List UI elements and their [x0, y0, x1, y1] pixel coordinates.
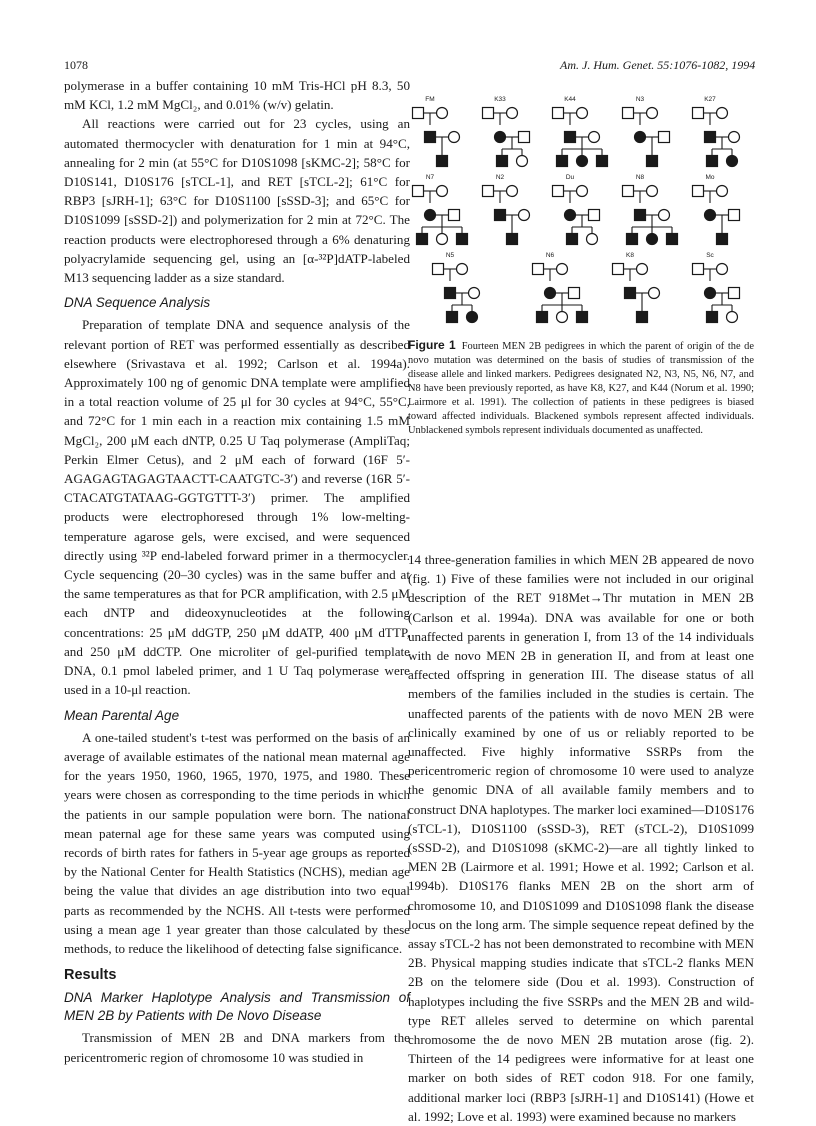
caption-text: Fourteen MEN 2B pedigrees in which the parent of origin of the de novo mutation was determined on the basis of studies of transmission of the disease allele and linked markers. Pedigrees designated N2, N3, N5, N6, N7, and N8 have been previously reported, as have K8, K27, and K44 (Norum et al. 1990; Lairmore et al. 1991). The collection of patients in these pedigrees is biased toward affected individuals. Blackened symbols represent affected individuals. Unblackened symbols represent individuals documented as unaffected. — [408, 341, 754, 436]
male-symbol — [495, 210, 506, 221]
male-symbol — [567, 234, 578, 245]
male-symbol — [425, 132, 436, 143]
female-symbol — [449, 132, 460, 143]
male-symbol — [413, 108, 424, 119]
female-symbol — [577, 156, 588, 167]
female-symbol — [425, 210, 436, 221]
male-symbol — [693, 186, 704, 197]
male-symbol — [623, 108, 634, 119]
female-symbol — [517, 156, 528, 167]
male-symbol — [613, 264, 624, 275]
male-symbol — [537, 312, 548, 323]
female-symbol — [457, 264, 468, 275]
pedigree-label: K27 — [704, 96, 716, 103]
female-symbol — [437, 234, 448, 245]
female-symbol — [577, 186, 588, 197]
page-number: 1078 — [64, 58, 88, 72]
female-symbol — [717, 186, 728, 197]
female-symbol — [495, 132, 506, 143]
female-symbol — [467, 312, 478, 323]
section-heading: DNA Sequence Analysis — [64, 295, 211, 311]
pedigree-label: N2 — [495, 174, 505, 181]
male-symbol — [533, 264, 544, 275]
male-symbol — [693, 264, 704, 275]
female-symbol — [565, 210, 576, 221]
male-symbol — [447, 312, 458, 323]
male-symbol — [497, 156, 508, 167]
pedigree-figure — [408, 85, 764, 335]
male-symbol — [413, 186, 424, 197]
male-symbol — [635, 210, 646, 221]
male-symbol — [637, 312, 648, 323]
subsection-heading: DNA Marker Haplotype Analysis and Transmission of MEN 2B by Patients with De Novo Disease — [64, 990, 410, 1024]
male-symbol — [569, 288, 580, 299]
female-symbol — [557, 264, 568, 275]
results-heading: Results — [64, 967, 117, 984]
female-symbol — [469, 288, 480, 299]
journal-header: Am. J. Hum. Genet. 55:1076-1082, 1994 — [560, 58, 756, 72]
female-symbol — [507, 108, 518, 119]
male-symbol — [729, 210, 740, 221]
female-symbol — [717, 108, 728, 119]
male-symbol — [437, 156, 448, 167]
male-symbol — [553, 108, 564, 119]
female-symbol — [437, 108, 448, 119]
male-symbol — [623, 186, 634, 197]
female-symbol — [587, 234, 598, 245]
left-column — [64, 76, 410, 1067]
male-symbol — [483, 186, 494, 197]
female-symbol — [705, 210, 716, 221]
female-symbol — [647, 108, 658, 119]
female-symbol — [577, 108, 588, 119]
paragraph: polymerase in a buffer containing 10 mM Tris-HCl pH 8.3, 50 mM KCl, 1.2 mM MgCl₂, and 0.01% (w/v) gelatin. — [64, 78, 410, 113]
pedigree-label: K8 — [626, 252, 634, 259]
female-symbol — [705, 288, 716, 299]
male-symbol — [625, 288, 636, 299]
female-symbol — [507, 186, 518, 197]
female-symbol — [589, 132, 600, 143]
female-symbol — [635, 132, 646, 143]
female-symbol — [545, 288, 556, 299]
male-symbol — [705, 132, 716, 143]
paragraph: 14 three-generation families in which MEN 2B appeared de novo (fig. 1) Five of these families were not included in our original description of the RET 918Met→Thr mutation in MEN 2B (Carlson et al. 1994a). DNA was available for one or both unaffected parents in generation I, from 13 of the 14 individuals with de novo MEN 2B in generation II, and from at least one affected offspring in generation III. The disease status of all members of the families included in the studies is certain. The unaffected parents of the patients with de novo MEN 2B were clinically examined by one of us or reliably reported to be unaffected. Five highly informative SSRPs from the pericentromeric region of chromosome 10 were used to analyze the genomic DNA of all available family members and to construct DNA haplotypes. The marker loci examined—D10S176 (sTCL-1), D10S1100 (sSSD-3), RET (sTCL-2), D10S1099 (sSSD-2), and D10S1098 (sKMC-2)—are all tightly linked to MEN 2B (Lairmore et al. 1991; Howe et al. 1992; Carlson et al. 1994b). D10S176 flanks MEN 2B on the short arm of chromosome 10, and D10S1099 and D10S1098 flank the disease locus on the long arm. The simple sequence repeat defined by the assay sTCL-2 has not been demonstrated to recombine with MEN 2B. Physical mapping studies indicate that sTCL-2 flanks MEN 2B on the telomere side (Dou et al. 1993). Construction of haplotypes including the five SSRPs and the MEN 2B and wild-type RET alleles served to determine on which parental chromosome the de novo MEN 2B mutation arose (fig. 2). Thirteen of the 14 pedigrees were informative for at least one marker on both sides of RET codon 918. For one family, additional marker loci (RBP3 [sJRH-1] and D10S141) (Howe et al. 1992; Love et al. 1993) were examined because no markers — [408, 552, 754, 1124]
male-symbol — [647, 156, 658, 167]
male-symbol — [667, 234, 678, 245]
pedigree-label: Du — [565, 174, 575, 181]
pedigree-label: K44 — [564, 96, 576, 103]
female-symbol — [729, 132, 740, 143]
section-heading: Mean Parental Age — [64, 707, 180, 723]
male-symbol — [589, 210, 600, 221]
male-symbol — [627, 234, 638, 245]
paragraph: Preparation of template DNA and sequence analysis of the relevant portion of RET was performed essentially as described elsewhere (Srivastava et al. 1992; Carlson et al. 1994a). Approximately 100 ng of genomic DNA template were amplified in a total reaction volume of 25 μl for 30 cycles at 94°C, 55°C, and 72°C for 1 min each in a reaction mix containing 1.5 mM MgCl₂, 200 μM each dNTP, 0.25 U Taq polymerase (AmpliTaq; Perkin Elmer Cetus), and 2 μM each of forward (16F 5′-AGAGAGTAGAGTAACTT-CAATGTC-3′) and reverse (16R 5′-CTACATGTATAAG-GGTGTTT-3′) primer. The amplified products were electrophoresed through 1% low-melting-temperature agarose gels, were excised, and were sequenced directly using ³²P end-labeled forward primer in a thermocycler. Cycle sequencing (20–30 cycles) was in the same buffer and at the same temperatures as that for PCR amplification, with 2.5 μM each dNTP and dideoxynucleotides at the following concentrations: 25 μM ddGTP, 250 μM ddATP, 400 μM dTTP, and 250 μM ddCTP. One microliter of gel-purified template DNA, 0.1 pmol labeled primer, and 1 U Taq polymerase were used in a 10-μl reaction. — [64, 317, 410, 698]
female-symbol — [649, 288, 660, 299]
male-symbol — [449, 210, 460, 221]
male-symbol — [457, 234, 468, 245]
female-symbol — [557, 312, 568, 323]
female-symbol — [727, 156, 738, 167]
female-symbol — [727, 312, 738, 323]
male-symbol — [659, 132, 670, 143]
female-symbol — [647, 234, 658, 245]
right-column — [408, 550, 754, 1126]
male-symbol — [707, 312, 718, 323]
female-symbol — [717, 264, 728, 275]
pedigree-label: K33 — [494, 96, 506, 103]
female-symbol — [519, 210, 530, 221]
male-symbol — [445, 288, 456, 299]
pedigree-label: N5 — [445, 252, 455, 259]
male-symbol — [553, 186, 564, 197]
pedigree-label: N3 — [635, 96, 645, 103]
male-symbol — [483, 108, 494, 119]
pedigree-label: N6 — [545, 252, 555, 259]
pedigree-label: Mo — [705, 174, 715, 181]
paragraph: A one-tailed student's t-test was performed on the basis of an average of available estimates of the national mean maternal age for the years 1950, 1960, 1965, 1970, 1975, and 1980. These years were chosen as corresponding to the time periods in which the patients in our sample population were born. The national mean paternal age for these same years was computed using records of birth rates for fathers in 5-year age groups as reported by the National Center for Health Statistics (NCHS), median age being the value that divides an age distribution into two equal parts as recommended by the NCHS. All t-tests were performed using a mean age 1 year greater than those calculated by these methods, to reduce the likelihood of detecting false significance. — [64, 729, 410, 956]
pedigree-label: FM — [425, 96, 435, 103]
paragraph: All reactions were carried out for 23 cycles, using an automated thermocycler with denaturation for 1 min at 94°C, annealing for 2 min (at 55°C for D10S1098 [sKMC-2]; 58°C for D10S141, D10S176 [sTCL-1], and RET [sTCL-2]; 61°C for RBP3 [sJRH-1]; 63°C for D10S1100 [sSSD-3]; and 65°C for D10S1099 [sSSD-2]) and polymerization for 2 min at 72°C. The reaction products were electrophoresed through a 6% denaturing polyacrylamide sequencing gel, using an [α-³²P]dATP-labeled M13 sequencing ladder as a size standard. — [64, 116, 410, 286]
male-symbol — [557, 156, 568, 167]
female-symbol — [637, 264, 648, 275]
female-symbol — [437, 186, 448, 197]
caption-label: Figure 1 — [408, 338, 456, 352]
female-symbol — [659, 210, 670, 221]
male-symbol — [707, 156, 718, 167]
male-symbol — [507, 234, 518, 245]
pedigree-label: N7 — [425, 174, 435, 181]
male-symbol — [597, 156, 608, 167]
male-symbol — [519, 132, 530, 143]
pedigree-label: Sc — [706, 252, 714, 259]
female-symbol — [647, 186, 658, 197]
male-symbol — [693, 108, 704, 119]
male-symbol — [433, 264, 444, 275]
male-symbol — [717, 234, 728, 245]
paragraph: Transmission of MEN 2B and DNA markers from the pericentromeric region of chromosome 10 was studied in — [64, 1030, 410, 1065]
male-symbol — [565, 132, 576, 143]
male-symbol — [577, 312, 588, 323]
male-symbol — [417, 234, 428, 245]
male-symbol — [729, 288, 740, 299]
pedigree-label: N8 — [635, 174, 645, 181]
figure-caption — [408, 338, 754, 438]
